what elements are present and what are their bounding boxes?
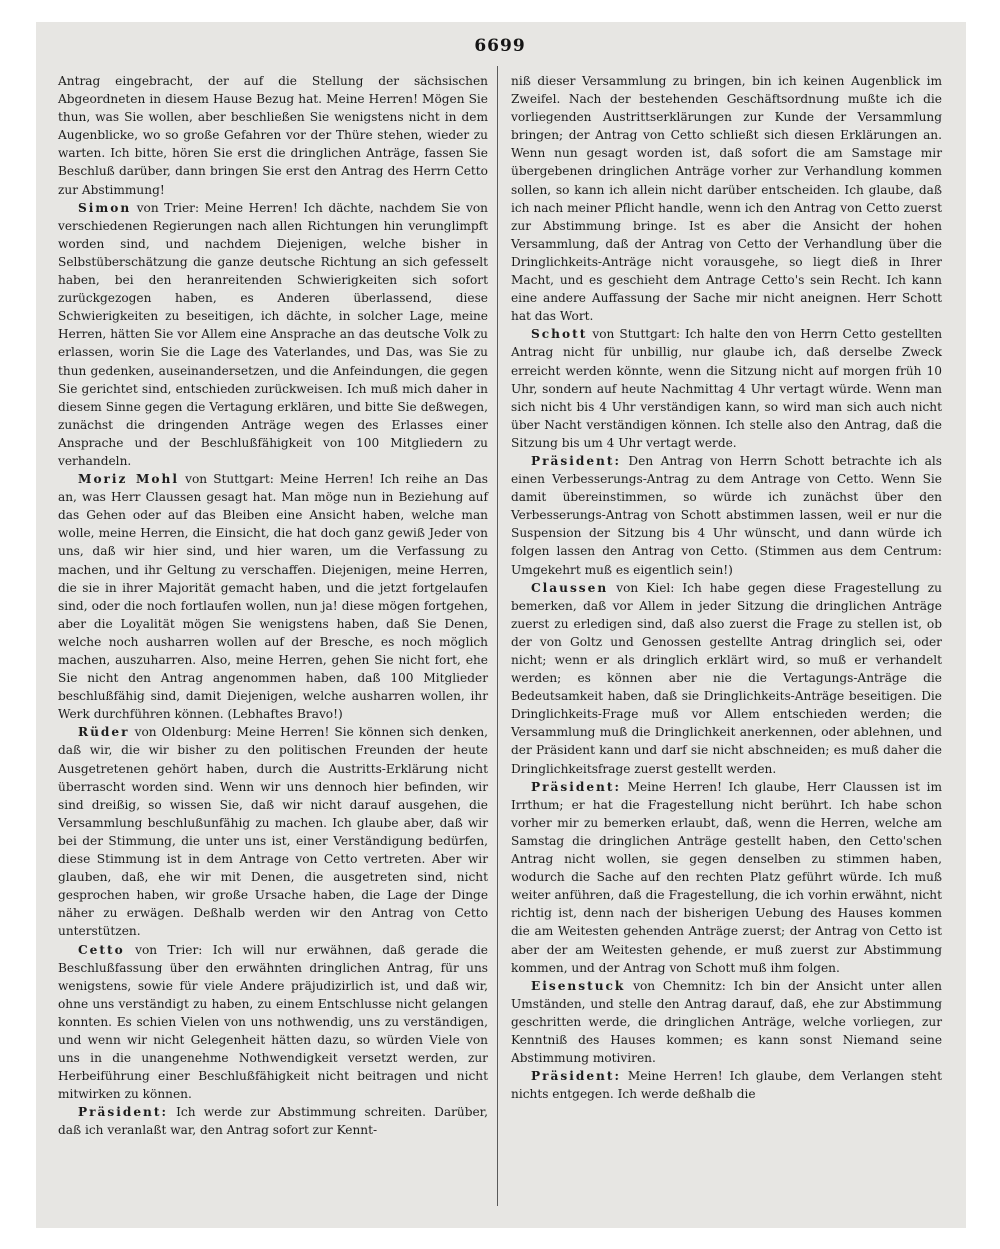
paragraph-text: Meine Herren! Ich glaube, Herr Claussen ist im Irrthum; er hat die Fragestellung nicht berührt. Ich habe schon vorher mir zu bemerken erlaubt, daß, wenn die Herren, welche am Samstag die dringlichen Anträge gestellt haben, den Cetto'schen Antrag nicht wollen, sie gegen denselben zu stimmen haben, wodurch die Sache auf den rechten Platz geführt würde. Ich muß weiter anführen, daß die Fragestellung, die ich vorhin erwähnt, nicht richtig ist, denn nach der bisherigen Uebung des Hauses kommen die am Weitesten gehenden Anträge zuerst; der Antrag von Cetto ist aber der am Weitesten gehende, er muß zuerst zur Abstimmung kommen, und der Antrag von Schott muß ihm folgen. <box>511 779 942 975</box>
speaker-name: Rüder <box>78 725 130 740</box>
paragraph-text: von Stuttgart: Meine Herren! Ich reihe an Das an, was Herr Claussen gesagt hat. Man möge nun in Beziehung auf das Gehen oder auf das Bleiben eine Ansicht haben, welche man wolle, meine Herren, die Einsicht, die hat doch ganz gewiß Jeder von uns, daß wir hier sind, und hier waren, um die Verfassung zu machen, und ihr Geltung zu verschaffen. Diejenigen, meine Herren, die sie in ihrer Majorität gemacht haben, und die jetzt fortgelaufen sind, oder die noch fortlaufen wollen, nun ja! diese mögen fortgehen, aber die Loyalität mögen Sie wenigstens haben, daß Sie Denen, welche noch ausharren wollen auf der Bresche, es noch möglich machen, auszuharren. Also, meine Herren, gehen Sie nicht fort, ehe Sie nicht den Antrag angenommen haben, daß 100 Mitglieder beschlußfähig sind, damit Diejenigen, welche ausharren wollen, ihr Werk durchführen können. (Lebhaftes Bravo!) <box>58 472 488 722</box>
paragraph <box>58 723 488 940</box>
speaker-name: Präsident: <box>531 453 621 468</box>
speaker-name: Präsident: <box>531 779 621 794</box>
paragraph-text: von Oldenburg: Meine Herren! Sie können sich denken, daß wir, die wir bisher zu den politischen Freunden der heute Ausgetretenen gehört haben, durch die Austritts-Erklärung nicht überrascht worden sind. Wenn wir uns dennoch hier befinden, wir sind dreißig, so wissen Sie, daß wir nicht darauf ausgehen, die Versammlung beschlußunfähig zu machen. Ich glaube aber, daß wir bei der Stimmung, die unter uns ist, einer Verständigung bedürfen, diese Stimmung ist in dem Antrage von Cetto vertreten. Aber wir glauben, daß, ehe wir mit Denen, die ausgetreten sind, nicht gesprochen haben, wir große Ursache haben, die Lage der Dinge näher zu erwägen. Deßhalb werden wir den Antrag von Cetto unterstützen. <box>58 725 489 939</box>
paragraph-text: Antrag eingebracht, der auf die Stellung der sächsischen Abgeordneten in diesem Hause Bezug hat. Meine Herren! Mögen Sie thun, was Sie wollen, aber beschließen Sie wenigstens nicht in dem Augenblicke, wo so große Gefahren vor der Thüre stehen, wieder zu warten. Ich bitte, hören Sie erst die dringlichen Anträge, fassen Sie Beschluß darüber, dann bringen Sie erst den Antrag des Herrn Cetto zur Abstimmung! <box>58 74 488 197</box>
speaker-name: Moriz Mohl <box>78 472 179 487</box>
paragraph <box>58 72 488 199</box>
paragraph-text: niß dieser Versammlung zu bringen, bin ich keinen Augenblick im Zweifel. Nach der bestehenden Geschäftsordnung mußte ich die vorliegenden Austrittserklärungen zur Kunde der Versammlung bringen; der Antrag von Cetto schließt sich diesen Erklärungen an. Wenn nun gesagt worden ist, daß sofort die am Samstage mir übergebenen dringlichen Anträge vorher zur Verhandlung kommen sollen, so kann ich allein nicht darüber entscheiden. Ich glaube, daß ich nach meiner Pflicht handle, wenn ich den Antrag von Cetto zuerst zur Abstimmung bringe. Ist es aber die Ansicht der hohen Versammlung, daß der Antrag von Cetto der Verhandlung über die Dringlichkeits-Anträge nicht vorausgehe, so liegt dieß in Ihrer Macht, und es geschieht dem Antrage Cetto's sein Recht. Ich kann eine andere Auffassung der Sache mir nicht aneignen. Herr Schott hat das Wort. <box>511 74 942 324</box>
page-number: 6699 <box>474 36 526 56</box>
paragraph <box>511 452 942 579</box>
paragraph-text: von Trier: Meine Herren! Ich dächte, nachdem Sie von verschiedenen Regierungen nach allen Richtungen hin verunglimpft worden sind, und nachdem Diejenigen, welche bisher in Selbstüberschätzung die ganze deutsche Richtung an sich gefesselt haben, bei den heranreitenden Schwierigkeiten sich sofort zurückgezogen haben, es Anderen überlassend, diese Schwierigkeiten zu beseitigen, ich dächte, in solcher Lage, meine Herren, hätten Sie vor Allem eine Ansprache an das deutsche Volk zu erlassen, worin Sie die Lage des Vaterlandes, und Das, was Sie zu thun gedenken, auseinandersetzen, und die Anfeindungen, die gegen Sie gerichtet sind, entschieden zurückweisen. Ich muß mich daher in diesem Sinne gegen die Vertagung erklären, und bitte Sie deßwegen, zunächst die dringenden Anträge wegen des Erlasses einer Ansprache und der Beschlußfähigkeit von 100 Mitgliedern zu verhandeln. <box>58 200 488 468</box>
paragraph <box>511 579 942 778</box>
paragraph <box>58 470 488 723</box>
paragraph <box>511 977 942 1067</box>
right-column <box>511 72 942 1103</box>
left-column <box>58 72 488 1140</box>
paragraph-text: Ich werde zur Abstimmung schreiten. Darüber, daß ich veranlaßt war, den Antrag sofort zur Kennt- <box>58 1105 489 1138</box>
paragraph <box>511 1067 942 1103</box>
speaker-name: Schott <box>531 327 588 342</box>
paragraph <box>511 325 942 452</box>
paragraph-text: von Stuttgart: Ich halte den von Herrn Cetto gestellten Antrag nicht für unbillig, nur glaube ich, daß derselbe Zweck erreicht werden könnte, wenn die Sitzung nicht auf morgen früh 10 Uhr, sondern auf heute Nachmittag 4 Uhr vertagt würde. Wenn man sich nicht bis 4 Uhr verständigen kann, so wird man sich auch nicht über Nacht verständigen können. Ich stelle also den Antrag, daß die Sitzung bis um 4 Uhr vertagt werde. <box>511 327 943 450</box>
speaker-name: Cetto <box>78 942 125 957</box>
speaker-name: Eisenstuck <box>531 978 626 993</box>
paragraph-text: von Trier: Ich will nur erwähnen, daß gerade die Beschlußfassung über den erwähnten dringlichen Antrag, für uns wenigstens, sowie für viele Andere präjudizirlich ist, und daß wir, ohne uns verständigt zu haben, zu einem Entschlusse nicht gelangen konnten. Es schien Vielen von uns nothwendig, uns zu verständigen, und wenn wir nicht Gelegenheit hätten dazu, so würden Viele von uns in die unangenehme Nothwendigkeit versetzt werden, zur Herbeiführung einer Beschlußfähigkeit nicht beitragen und nicht mitwirken zu können. <box>58 942 488 1102</box>
paragraph-text: Meine Herren! Ich glaube, dem Verlangen steht nichts entgegen. Ich werde deßhalb die <box>511 1069 942 1102</box>
speaker-name: Simon <box>78 200 132 215</box>
paragraph <box>58 199 488 470</box>
paragraph <box>511 72 942 325</box>
paragraph-text: Den Antrag von Herrn Schott betrachte ich als einen Verbesserungs-Antrag zu dem Antrage von Cetto. Wenn Sie damit übereinstimmen, so würde ich zunächst über den Verbesserungs-Antrag von Schott abstimmen lassen, weil er nur die Suspension der Sitzung bis 4 Uhr wünscht, und dann würde ich folgen lassen den Antrag von Cetto. (Stimmen aus dem Centrum: Umgekehrt muß es eigentlich sein!) <box>511 453 943 577</box>
speaker-name: Präsident: <box>78 1105 168 1120</box>
paragraph-text: von Chemnitz: Ich bin der Ansicht unter allen Umständen, und stelle den Antrag darauf, daß, ehe zur Abstimmung geschritten werde, die dringlichen Anträge, welche vorliegen, zur Kenntniß des Hauses kommen; es kann sonst Niemand seine Abstimmung motiviren. <box>511 978 943 1066</box>
column-divider <box>497 66 498 1206</box>
speaker-name: Claussen <box>531 580 609 595</box>
speaker-name: Präsident: <box>531 1069 621 1084</box>
paragraph-text: von Kiel: Ich habe gegen diese Fragestellung zu bemerken, daß vor Allem in jeder Sitzung die dringlichen Anträge zuerst zu erledigen sind, daß also zuerst die Frage zu stellen ist, ob der von Goltz und Genossen gestellte Antrag dringlich sei, oder nicht; wenn er als dringlich erklärt wird, so muß er verhandelt werden; es können aber nie die Vertagungs-Anträge die Bedeutsamkeit haben, daß sie Dringlichkeits-Anträge beseitigen. Die Dringlichkeits-Frage muß vor Allem entschieden werden; die Versammlung muß die Dringlichkeit anerkennen, oder ablehnen, und der Präsident kann und darf sie nicht abschneiden; es muß daher die Dringlichkeitsfrage zuerst gestellt werden. <box>511 580 943 776</box>
paragraph <box>58 941 488 1104</box>
paragraph <box>58 1103 488 1139</box>
paragraph <box>511 778 942 977</box>
